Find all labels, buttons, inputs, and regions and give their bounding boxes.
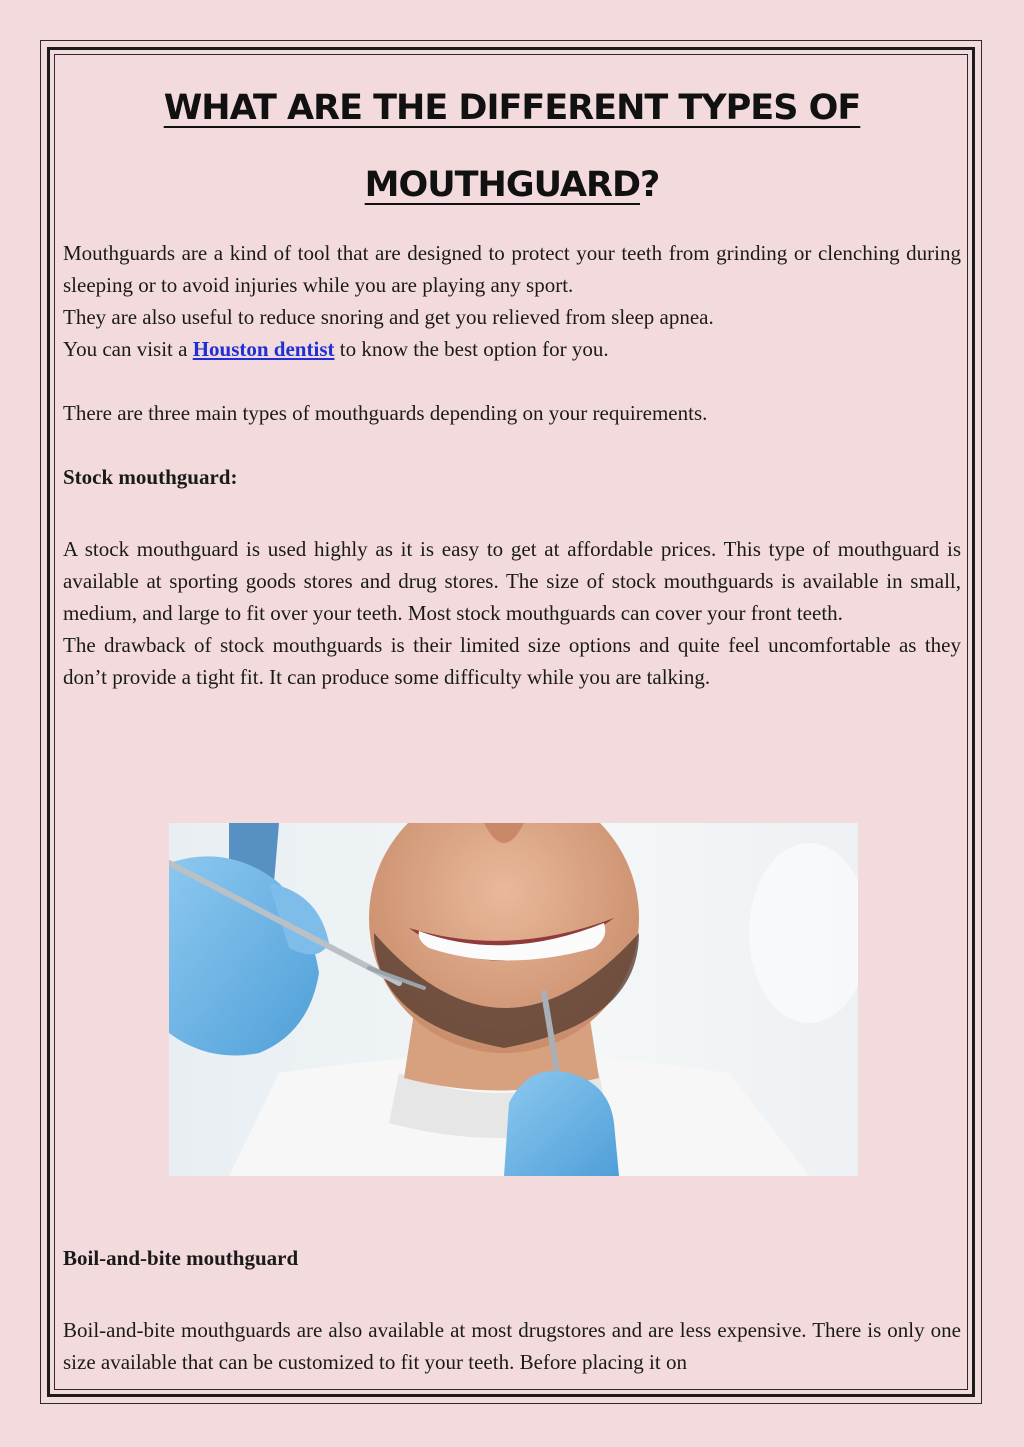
stock-paragraph-1: A stock mouthguard is used highly as it is easy to get at affordable prices. This type of mouthguard is available at sporting goods stores and drug stores. The size of stock mouthguards is available in small, medium, and large to fit over your teeth. Most stock mouthguards can cover your front teeth. xyxy=(63,537,961,625)
boil-heading: Boil-and-bite mouthguard xyxy=(63,1246,299,1270)
stock-paragraph-2: The drawback of stock mouthguards is their limited size options and quite feel uncomfortable as they don’t provide a tight fit. It can produce some difficulty while you are talking. xyxy=(63,633,961,689)
boil-paragraph-1: Boil-and-bite mouthguards are also available at most drugstores and are less expensive. There is only one size available that can be customized to fit your teeth. Before placing it on xyxy=(63,1318,961,1374)
title-line-2: MOUTHGUARD xyxy=(364,165,641,205)
boil-section xyxy=(63,1242,961,1378)
intro-p3-after: to know the best option for you. xyxy=(334,337,609,361)
intro-paragraph-1: Mouthguards are a kind of tool that are designed to protect your teeth from grinding or clenching during sleeping or to avoid injuries while you are playing any sport. xyxy=(63,241,961,297)
title-question-mark: ? xyxy=(640,165,660,205)
intro-paragraph-4: There are three main types of mouthguards depending on your requirements. xyxy=(63,401,708,425)
title-line-1: WHAT ARE THE DIFFERENT TYPES OF xyxy=(163,88,861,128)
intro-paragraph-3 xyxy=(63,333,961,365)
page-title xyxy=(63,70,961,224)
dentist-patient-photo xyxy=(169,823,858,1176)
houston-dentist-link[interactable]: Houston dentist xyxy=(192,337,335,361)
document-content xyxy=(63,70,961,693)
stock-heading: Stock mouthguard: xyxy=(63,465,238,489)
intro-p3-before: You can visit a xyxy=(63,337,193,361)
intro-paragraph-2: They are also useful to reduce snoring and get you relieved from sleep apnea. xyxy=(63,305,714,329)
